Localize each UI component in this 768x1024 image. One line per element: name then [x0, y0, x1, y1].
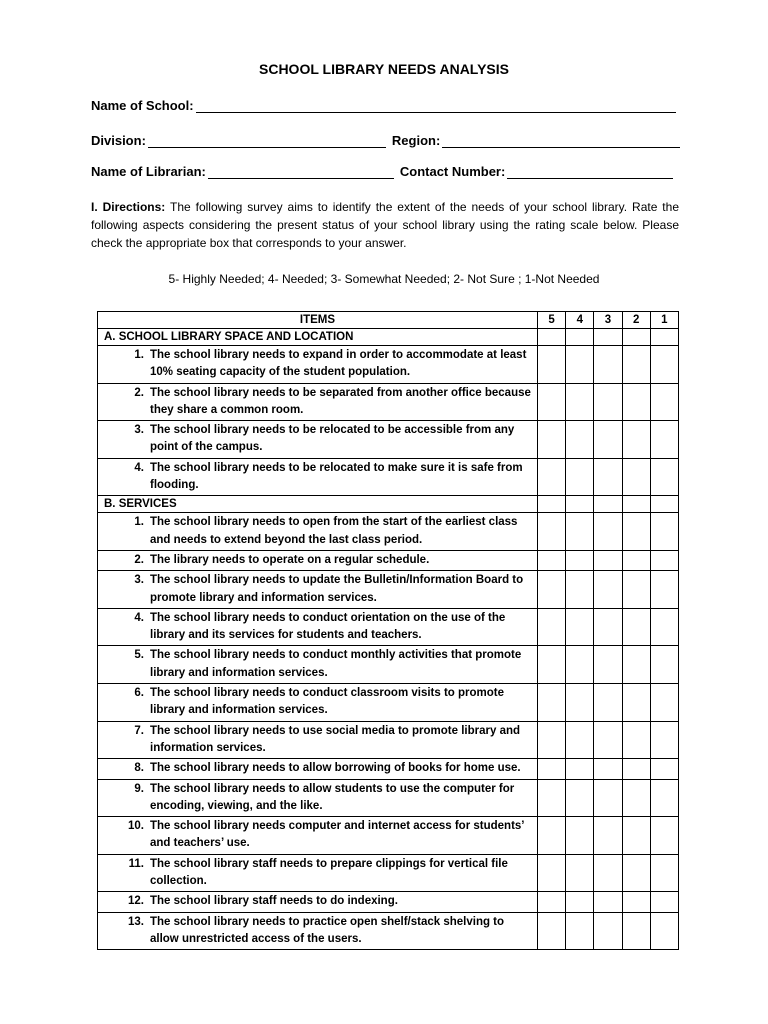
item-cell	[98, 513, 538, 551]
rating-checkbox-1[interactable]	[650, 854, 678, 892]
rating-checkbox-4[interactable]	[566, 608, 594, 646]
rating-checkbox-4[interactable]	[566, 912, 594, 950]
rating-checkbox-2[interactable]	[622, 817, 650, 855]
item-text: The school library staff needs to do indexing.	[150, 895, 398, 908]
table-row	[98, 912, 679, 950]
rating-checkbox-3[interactable]	[594, 684, 622, 722]
rating-checkbox-4[interactable]	[566, 817, 594, 855]
rating-checkbox-5[interactable]	[538, 779, 566, 817]
rating-checkbox-5[interactable]	[538, 458, 566, 496]
rating-checkbox-5[interactable]	[538, 550, 566, 570]
directions-paragraph	[91, 198, 679, 252]
table-row	[98, 421, 679, 459]
item-cell	[98, 608, 538, 646]
section-rating-cell	[566, 329, 594, 346]
division-blank[interactable]	[148, 134, 386, 148]
rating-checkbox-1[interactable]	[650, 458, 678, 496]
directions-body: The following survey aims to identify the extent of the needs of your school library. Rate the following aspects considering the present status of your school library using the rating scale below. Please check the appropriate box that corresponds to your answer.	[91, 200, 679, 250]
rating-checkbox-2[interactable]	[622, 550, 650, 570]
rating-checkbox-2[interactable]	[622, 513, 650, 551]
rating-checkbox-1[interactable]	[650, 817, 678, 855]
header-items: ITEMS	[98, 312, 538, 329]
item-cell	[98, 912, 538, 950]
rating-checkbox-2[interactable]	[622, 779, 650, 817]
rating-checkbox-2[interactable]	[622, 608, 650, 646]
section-rating-cell	[650, 329, 678, 346]
rating-checkbox-3[interactable]	[594, 912, 622, 950]
rating-checkbox-2[interactable]	[622, 421, 650, 459]
item-cell	[98, 458, 538, 496]
item-text: The school library needs computer and internet access for students’ and teachers’ use.	[150, 820, 524, 850]
rating-checkbox-4[interactable]	[566, 421, 594, 459]
rating-checkbox-2[interactable]	[622, 892, 650, 912]
rating-checkbox-1[interactable]	[650, 383, 678, 421]
rating-checkbox-1[interactable]	[650, 684, 678, 722]
rating-checkbox-1[interactable]	[650, 346, 678, 384]
table-row	[98, 854, 679, 892]
item-number: 3.	[134, 424, 144, 437]
section-rating-cell	[622, 496, 650, 513]
table-row	[98, 721, 679, 759]
rating-checkbox-2[interactable]	[622, 721, 650, 759]
rating-checkbox-3[interactable]	[594, 458, 622, 496]
rating-checkbox-2[interactable]	[622, 684, 650, 722]
rating-checkbox-4[interactable]	[566, 684, 594, 722]
table-row	[98, 458, 679, 496]
item-text: The school library needs to practice open shelf/stack shelving to allow unrestricted access of the users.	[150, 915, 505, 945]
item-number: 8.	[134, 762, 144, 775]
item-number: 3.	[134, 574, 144, 587]
rating-checkbox-5[interactable]	[538, 513, 566, 551]
rating-checkbox-5[interactable]	[538, 817, 566, 855]
rating-checkbox-4[interactable]	[566, 458, 594, 496]
item-text: The school library staff needs to prepare clippings for vertical file collection.	[150, 857, 508, 888]
rating-checkbox-3[interactable]	[594, 421, 622, 459]
rating-checkbox-1[interactable]	[650, 421, 678, 459]
rating-checkbox-4[interactable]	[566, 550, 594, 570]
rating-checkbox-4[interactable]	[566, 383, 594, 421]
item-text: The school library needs to update the Bulletin/Information Board to promote library and information services.	[150, 574, 524, 604]
rating-checkbox-5[interactable]	[538, 646, 566, 684]
header-rating-5: 5	[538, 312, 566, 329]
school-name-field	[91, 98, 676, 113]
librarian-contact-field	[91, 164, 673, 179]
item-number: 10.	[128, 820, 144, 833]
item-text: The school library needs to conduct classroom visits to promote library and information services.	[150, 687, 505, 717]
rating-checkbox-3[interactable]	[594, 646, 622, 684]
item-cell	[98, 646, 538, 684]
item-text: The school library needs to conduct orientation on the use of the library and its services for students and teachers.	[150, 611, 506, 642]
rating-checkbox-5[interactable]	[538, 912, 566, 950]
item-cell	[98, 759, 538, 779]
rating-checkbox-3[interactable]	[594, 721, 622, 759]
section-rating-cell	[594, 496, 622, 513]
item-number: 5.	[134, 649, 144, 662]
rating-checkbox-2[interactable]	[622, 346, 650, 384]
header-rating-4: 4	[566, 312, 594, 329]
section-row	[98, 329, 679, 346]
item-number: 11.	[128, 857, 144, 870]
item-number: 13.	[128, 915, 144, 928]
rating-checkbox-2[interactable]	[622, 912, 650, 950]
section-rating-cell	[538, 329, 566, 346]
item-text: The library needs to operate on a regular schedule.	[150, 553, 430, 566]
rating-checkbox-3[interactable]	[594, 779, 622, 817]
rating-checkbox-2[interactable]	[622, 571, 650, 609]
table-header-row	[98, 312, 679, 329]
rating-checkbox-3[interactable]	[594, 383, 622, 421]
rating-checkbox-3[interactable]	[594, 346, 622, 384]
item-text: The school library needs to allow students to use the computer for encoding, viewing, and the like.	[150, 782, 515, 812]
rating-checkbox-4[interactable]	[566, 721, 594, 759]
item-cell	[98, 346, 538, 384]
table-row	[98, 550, 679, 570]
table-row	[98, 646, 679, 684]
item-number: 9.	[134, 782, 144, 795]
section-rating-cell	[622, 329, 650, 346]
rating-checkbox-4[interactable]	[566, 346, 594, 384]
table-row	[98, 346, 679, 384]
rating-checkbox-1[interactable]	[650, 571, 678, 609]
item-text: The school library needs to conduct monthly activities that promote library and information services.	[150, 649, 522, 679]
item-number: 4.	[134, 461, 144, 474]
rating-checkbox-1[interactable]	[650, 892, 678, 912]
rating-checkbox-5[interactable]	[538, 421, 566, 459]
item-text: The school library needs to allow borrowing of books for home use.	[150, 762, 521, 775]
item-cell	[98, 383, 538, 421]
rating-checkbox-1[interactable]	[650, 721, 678, 759]
rating-checkbox-3[interactable]	[594, 571, 622, 609]
item-cell	[98, 817, 538, 855]
section-rating-cell	[650, 496, 678, 513]
rating-checkbox-3[interactable]	[594, 817, 622, 855]
table-row	[98, 892, 679, 912]
school-name-label: Name of School:	[91, 98, 194, 113]
item-number: 4.	[134, 611, 144, 624]
rating-checkbox-1[interactable]	[650, 608, 678, 646]
contact-blank[interactable]	[507, 165, 673, 179]
rating-checkbox-1[interactable]	[650, 912, 678, 950]
rating-checkbox-3[interactable]	[594, 854, 622, 892]
rating-scale: 5- Highly Needed; 4- Needed; 3- Somewhat Needed; 2- Not Sure ; 1-Not Needed	[168, 272, 600, 286]
rating-checkbox-4[interactable]	[566, 571, 594, 609]
needs-table	[97, 311, 679, 950]
rating-checkbox-3[interactable]	[594, 513, 622, 551]
item-number: 2.	[134, 553, 144, 566]
librarian-label: Name of Librarian:	[91, 164, 206, 179]
item-text: The school library needs to be relocated to make sure it is safe from flooding.	[150, 461, 523, 492]
rating-checkbox-4[interactable]	[566, 646, 594, 684]
page-title: SCHOOL LIBRARY NEEDS ANALYSIS	[259, 61, 509, 77]
table-row	[98, 513, 679, 551]
item-cell	[98, 571, 538, 609]
rating-checkbox-1[interactable]	[650, 759, 678, 779]
division-label: Division:	[91, 133, 146, 148]
header-rating-2: 2	[622, 312, 650, 329]
librarian-blank[interactable]	[208, 165, 394, 179]
table-row	[98, 759, 679, 779]
rating-checkbox-4[interactable]	[566, 892, 594, 912]
item-cell	[98, 854, 538, 892]
section-row	[98, 496, 679, 513]
rating-checkbox-5[interactable]	[538, 571, 566, 609]
section-rating-cell	[594, 329, 622, 346]
item-number: 6.	[134, 687, 144, 700]
section-label: B. SERVICES	[98, 496, 538, 513]
rating-checkbox-2[interactable]	[622, 458, 650, 496]
rating-checkbox-1[interactable]	[650, 779, 678, 817]
rating-checkbox-2[interactable]	[622, 854, 650, 892]
rating-checkbox-4[interactable]	[566, 854, 594, 892]
item-number: 1.	[134, 516, 144, 529]
item-cell	[98, 550, 538, 570]
contact-label: Contact Number:	[399, 164, 506, 179]
division-region-field	[91, 133, 680, 148]
table-row	[98, 779, 679, 817]
region-blank[interactable]	[442, 134, 680, 148]
item-text: The school library needs to use social media to promote library and information services.	[150, 724, 521, 754]
rating-checkbox-5[interactable]	[538, 608, 566, 646]
rating-checkbox-2[interactable]	[622, 759, 650, 779]
table-row	[98, 571, 679, 609]
table-row	[98, 684, 679, 722]
table-row	[98, 817, 679, 855]
header-rating-3: 3	[594, 312, 622, 329]
rating-checkbox-5[interactable]	[538, 684, 566, 722]
directions-lead: I. Directions:	[91, 200, 166, 214]
item-cell	[98, 684, 538, 722]
rating-checkbox-5[interactable]	[538, 721, 566, 759]
region-label: Region:	[391, 133, 441, 148]
rating-checkbox-4[interactable]	[566, 759, 594, 779]
item-text: The school library needs to open from the start of the earliest class and needs to extend beyond the last class period.	[150, 516, 518, 546]
section-rating-cell	[538, 496, 566, 513]
rating-checkbox-3[interactable]	[594, 608, 622, 646]
rating-checkbox-5[interactable]	[538, 854, 566, 892]
rating-checkbox-4[interactable]	[566, 513, 594, 551]
table-body	[98, 329, 679, 950]
rating-checkbox-2[interactable]	[622, 383, 650, 421]
school-name-blank[interactable]	[196, 99, 676, 113]
item-cell	[98, 892, 538, 912]
rating-checkbox-5[interactable]	[538, 759, 566, 779]
item-number: 7.	[134, 724, 144, 737]
item-text: The school library needs to be relocated to be accessible from any point of the campus.	[150, 424, 515, 454]
item-number: 2.	[134, 386, 144, 399]
rating-checkbox-1[interactable]	[650, 513, 678, 551]
rating-checkbox-3[interactable]	[594, 550, 622, 570]
rating-checkbox-5[interactable]	[538, 383, 566, 421]
section-rating-cell	[566, 496, 594, 513]
table-row	[98, 608, 679, 646]
item-text: The school library needs to expand in order to accommodate at least 10% seating capacity of the student population.	[150, 349, 527, 379]
item-cell	[98, 779, 538, 817]
item-cell	[98, 421, 538, 459]
table-row	[98, 383, 679, 421]
item-number: 12.	[128, 895, 144, 908]
rating-checkbox-3[interactable]	[594, 892, 622, 912]
header-rating-1: 1	[650, 312, 678, 329]
rating-checkbox-5[interactable]	[538, 892, 566, 912]
item-text: The school library needs to be separated from another office because they share a common room.	[150, 386, 531, 416]
rating-checkbox-1[interactable]	[650, 550, 678, 570]
rating-checkbox-4[interactable]	[566, 779, 594, 817]
item-number: 1.	[134, 349, 144, 361]
rating-checkbox-1[interactable]	[650, 646, 678, 684]
section-label: A. SCHOOL LIBRARY SPACE AND LOCATION	[98, 329, 538, 346]
rating-checkbox-3[interactable]	[594, 759, 622, 779]
item-cell	[98, 721, 538, 759]
rating-checkbox-2[interactable]	[622, 646, 650, 684]
rating-checkbox-5[interactable]	[538, 346, 566, 384]
